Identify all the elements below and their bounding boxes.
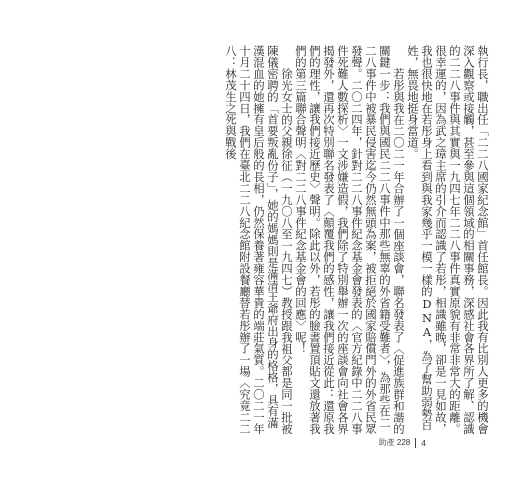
footer-divider <box>415 438 416 448</box>
paragraph-2: 若彤與我在二〇二一年合辦了一個座談會，聯名發表了〈促進族群和諧的關鍵一步：我們與國民二二八事件中那些無辜的外省籍受難者〉，為那些在二二八事件中被暴民侵害迄今仍然無頭為案，被拒絕於國家賠償門外的外省民眾發聲。二〇二四年，針對二二八事件紀念基金會發表的〈官方紀錄中二二八事件死難人數探析〉一文涉嫌造假，我們除了特別舉辦一次的座談會向社會各界揭發外，還再次特別聯名發表了〈顛覆我們的感性，讓我們接近從此：還原我們的理性，讓我們接近歷史〉聲明。除此以外，若彤的臉書置頂貼文還放著我們的第三篇聯合聲明〈對二二八事件紀念基金會的回應〉呢！ <box>294 45 406 435</box>
running-section-title: 助產 228 <box>378 438 411 447</box>
paragraph-1: 執行長，職出任「二二八國家紀念館」首任館長。因此我有比別人更多的機會深入觀察或接觸，甚至參與這個領域的相關事務，深感社會各界所了解、認識的二二八事件與其實與一九四七年二二八事件真實原貌有非常非常大的距離。很幸運的，因為武之璋主席的引介而認識了若彤，相識雖晚，卻是一見如故，我也很快地在若彤身上看到與我家幾乎一模一樣的DNA，為了幫助弱勢百姓，無畏地挺身當道。 <box>406 45 490 435</box>
page-footer <box>379 437 426 448</box>
page-number: 4 <box>421 437 426 448</box>
vertical-text-body <box>224 45 490 440</box>
paragraph-3: 徐光女士的父親徐征（一九〇八至一九四七）教授跟我祖父都是同一批被陳儀密聘的「首要叛亂份子」，她的媽媽則是滿清王爺府出身的格格，具有滿漢混血的她擁有皇后般的長相，仍然保養著雍容華貴的端莊氣質。二〇二一年十月二十四日，我們在臺北二二八紀念館附設餐廳替若彤辦了一場〈究竟二二八：林茂生之死與戰後 <box>224 45 294 435</box>
